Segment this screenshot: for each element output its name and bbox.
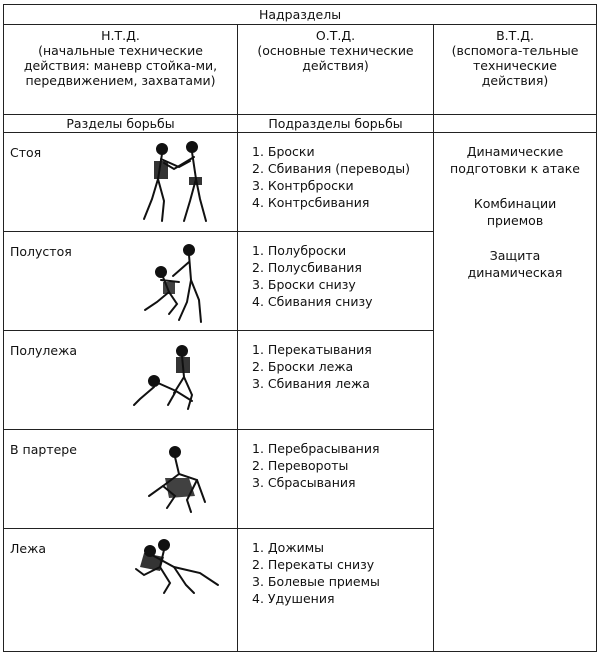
column-otd-abbr: О.Т.Д. [315, 28, 356, 43]
list-item: 1. Перекатывания [252, 342, 372, 357]
half-lying-wrestlers-figure [126, 343, 216, 413]
subsection-list [238, 440, 433, 491]
list-item: 4. Сбивания снизу [252, 294, 373, 309]
column-vtd-header [434, 25, 597, 115]
section-standing-subsections [238, 133, 434, 232]
list-item: 2. Сбивания (переводы) [252, 161, 411, 176]
section-name: Полустоя [10, 244, 72, 259]
column-ntd-header [4, 25, 238, 115]
list-item: 1. Полуброски [252, 243, 347, 258]
list-item: 2. Перекаты снизу [252, 557, 375, 572]
section-half-standing [4, 232, 238, 331]
list-item: 4. Удушения [252, 591, 335, 606]
sections-header: Разделы борьбы [4, 115, 238, 133]
list-item: 1. Дожимы [252, 540, 324, 555]
auxiliary-actions-cell [434, 133, 597, 652]
section-name: Лежа [10, 541, 47, 556]
section-par-terre-subsections [238, 430, 434, 529]
list-item: 3. Броски снизу [252, 277, 356, 292]
list-item: 3. Болевые приемы [252, 574, 380, 589]
auxiliary-item: Комбинации приемов [473, 196, 557, 228]
section-standing [4, 133, 238, 232]
auxiliary-item: Защита динамическая [467, 248, 563, 280]
list-item: 2. Броски лежа [252, 359, 354, 374]
subsection-list [238, 143, 433, 211]
table-title: Надразделы [4, 5, 597, 25]
auxiliary-item: Динамические подготовки к атаке [450, 144, 581, 176]
list-item: 3. Контрброски [252, 178, 354, 193]
column-ntd-desc: (начальные технические действия: маневр стойка-ми, передвижением, захватами) [23, 43, 218, 88]
list-item: 1. Перебрасывания [252, 441, 380, 456]
section-name: Стоя [10, 145, 42, 160]
classification-table [3, 4, 597, 652]
section-name: В партере [10, 442, 77, 457]
section-lying-subsections [238, 529, 434, 652]
subsection-list [238, 539, 433, 607]
par-terre-wrestlers-figure [139, 442, 219, 517]
list-item: 4. Контрсбивания [252, 195, 370, 210]
section-half-lying-subsections [238, 331, 434, 430]
column-otd-desc: (основные технические действия) [257, 43, 414, 73]
subsection-list [238, 341, 433, 392]
list-item: 3. Сбрасывания [252, 475, 356, 490]
section-half-lying [4, 331, 238, 430]
standing-wrestlers-figure [134, 139, 224, 227]
column-ntd-abbr: Н.Т.Д. [101, 28, 140, 43]
list-item: 2. Полусбивания [252, 260, 362, 275]
list-item: 1. Броски [252, 144, 315, 159]
section-half-standing-subsections [238, 232, 434, 331]
section-name: Полулежа [10, 343, 78, 358]
section-lying [4, 529, 238, 652]
lying-wrestlers-figure [130, 539, 225, 599]
list-item: 2. Перевороты [252, 458, 349, 473]
section-par-terre [4, 430, 238, 529]
empty-header-cell [434, 115, 597, 133]
subsection-list [238, 242, 433, 310]
subsections-header: Подразделы борьбы [238, 115, 434, 133]
list-item: 3. Сбивания лежа [252, 376, 370, 391]
column-vtd-desc: (вспомога-тельные технические действия) [451, 43, 579, 88]
column-otd-header [238, 25, 434, 115]
column-vtd-abbr: В.Т.Д. [496, 28, 534, 43]
half-standing-wrestlers-figure [139, 242, 219, 327]
